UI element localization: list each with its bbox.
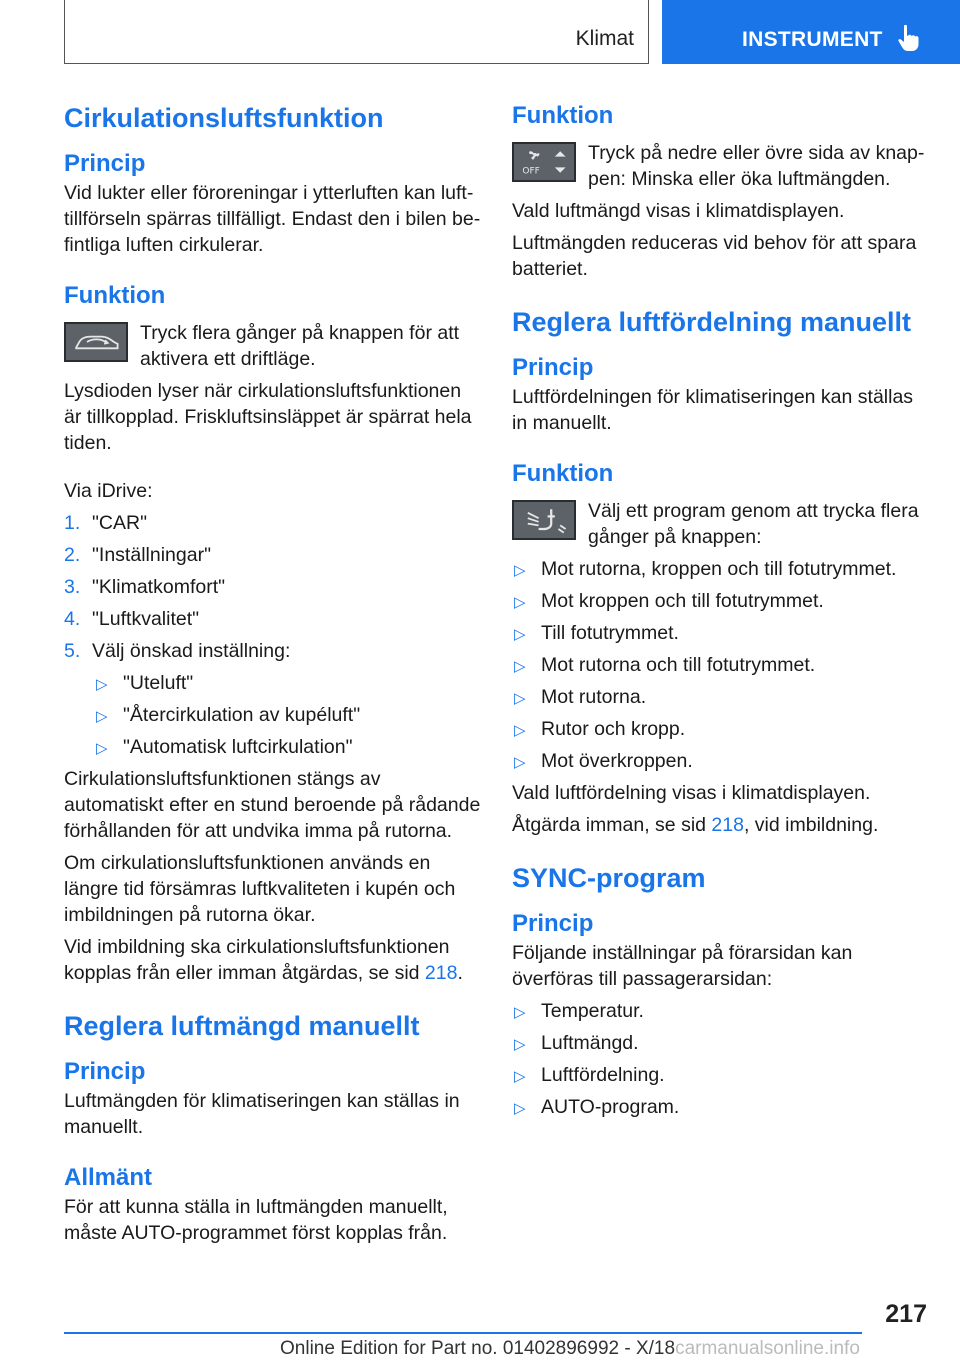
heading-function-3: Funktion xyxy=(512,460,614,487)
idrive-steps xyxy=(64,510,482,664)
triangle-bullet-icon: ▷ xyxy=(96,708,108,725)
fan-button-row xyxy=(512,140,930,192)
list-item: ▷ "Uteluft" xyxy=(94,670,482,696)
list-item: ▷ "Automatisk luftcirkulation" xyxy=(94,734,482,760)
function-3-button-text: Välj ett program genom att trycka flera gånger på knappen: xyxy=(588,500,919,548)
heading-recirculation: Cirkulationsluftsfunktion xyxy=(64,103,384,133)
triangle-bullet-icon: ▷ xyxy=(514,1068,526,1085)
heading-principle-1: Princip xyxy=(64,150,146,177)
auto-off-text: Cirkulationsluftsfunktionen stängs av automatiskt efter en stund beroende på rådande förhållanden för att undvika imma på rutorna. xyxy=(64,768,481,842)
recirculation-car-icon xyxy=(64,322,128,362)
heading-principle-3: Princip xyxy=(512,354,594,381)
triangle-bullet-icon: ▷ xyxy=(514,690,526,707)
triangle-bullet-icon: ▷ xyxy=(514,562,526,579)
section-title: Klimat xyxy=(575,27,634,50)
list-item: ▷ Till fotutrymmet. xyxy=(512,620,930,646)
heading-sync: SYNC-program xyxy=(512,863,706,893)
heading-general: Allmänt xyxy=(64,1164,153,1191)
function-1-button-text: Tryck flera gånger på knappen för att aktivera ett driftläge. xyxy=(140,322,460,370)
via-idrive-text: Via iDrive: xyxy=(64,480,153,502)
principle-3-text: Luftfördelningen för klimatiseringen kan ställas in manuellt. xyxy=(512,386,914,434)
list-item: ▷ Luftfördelning. xyxy=(512,1062,930,1088)
distribution-button-row xyxy=(512,498,930,550)
list-item: ▷ Temperatur. xyxy=(512,998,930,1024)
chapter-title: INSTRUMENT xyxy=(742,28,883,51)
airflow-display-text: Vald luftmängd visas i klimatdisplayen. xyxy=(512,200,845,222)
fog-text: Vid imbildning ska cirkulationsluftsfunktionen kopplas från eller imman åtgärdas, se sid 218. xyxy=(64,936,463,984)
header-chapter-tab xyxy=(662,0,960,64)
triangle-bullet-icon: ▷ xyxy=(514,658,526,675)
heading-function-1: Funktion xyxy=(64,282,166,309)
triangle-bullet-icon: ▷ xyxy=(514,1036,526,1053)
fog-2-text: Åtgärda imman, se sid 218, vid imbildning. xyxy=(512,814,879,836)
header-section-box xyxy=(64,0,649,64)
left-column xyxy=(64,100,482,1246)
list-item: ▷ Luftmängd. xyxy=(512,1030,930,1056)
triangle-bullet-icon: ▷ xyxy=(514,1100,526,1117)
triangle-bullet-icon: ▷ xyxy=(514,626,526,643)
list-item: 4. "Luftkvalitet" xyxy=(64,608,200,630)
svg-text:OFF: OFF xyxy=(522,166,540,177)
list-item: 5. Välj önskad inställning: xyxy=(64,640,291,662)
page-number: 217 xyxy=(885,1300,927,1328)
battery-text: Luftmängden reduceras vid behov för att spara batteriet. xyxy=(512,232,917,280)
page-link-218[interactable]: 218 xyxy=(711,814,744,836)
list-item: 2. "Inställningar" xyxy=(64,544,211,566)
triangle-bullet-icon: ▷ xyxy=(96,676,108,693)
footer-divider xyxy=(64,1332,862,1334)
footer-edition: Online Edition for Part no. 01402896992 - X/18carmanualsonline.info xyxy=(280,1338,860,1359)
heading-airflow-manual: Reglera luftmängd manuellt xyxy=(64,1011,420,1041)
right-column xyxy=(512,100,930,1120)
list-item: 3. "Klimatkomfort" xyxy=(64,576,226,598)
long-use-text: Om cirkulationsluftsfunktionen används en längre tid försämras luftkvaliteten i kupén och imbildningen på rutorna ökar. xyxy=(64,852,456,926)
distribution-display-text: Vald luftfördelning visas i klimatdisplayen. xyxy=(512,782,871,804)
list-item: ▷ AUTO-program. xyxy=(512,1094,930,1120)
principle-4-text: Följande inställningar på förarsidan kan överföras till passagerarsidan: xyxy=(512,942,853,990)
page-link-218[interactable]: 218 xyxy=(424,962,458,984)
list-item: ▷ Mot kroppen och till fotutrymmet. xyxy=(512,588,930,614)
fan-button-icon xyxy=(512,142,576,182)
list-item: ▷ Mot rutorna. xyxy=(512,684,930,710)
triangle-bullet-icon: ▷ xyxy=(514,754,526,771)
list-item: ▷ Rutor och kropp. xyxy=(512,716,930,742)
recirculation-button-row xyxy=(64,320,482,372)
watermark: carmanualsonline.info xyxy=(675,1338,860,1359)
function-2-button-text: Tryck på nedre eller övre sida av knappen: Minska eller öka luftmängden. xyxy=(588,142,925,190)
triangle-bullet-icon: ▷ xyxy=(514,722,526,739)
air-distribution-icon xyxy=(512,500,576,540)
distribution-options xyxy=(512,556,930,774)
triangle-bullet-icon: ▷ xyxy=(96,740,108,757)
heading-principle-2: Princip xyxy=(64,1058,146,1085)
list-item: ▷ Mot överkroppen. xyxy=(512,748,930,774)
heading-principle-4: Princip xyxy=(512,910,594,937)
heading-distribution-manual: Reglera luftfördelning manuellt xyxy=(512,307,912,337)
led-text: Lysdioden lyser när cirkulationsluftsfunktionen är tillkopplad. Friskluftsinsläppet är spärrat hela tiden. xyxy=(64,380,472,454)
pointing-hand-icon xyxy=(896,24,922,52)
list-item: ▷ "Återcirkulation av kupéluft" xyxy=(94,702,482,728)
list-item: ▷ Mot rutorna, kroppen och till fotutrymmet. xyxy=(512,556,930,582)
general-text: För att kunna ställa in luftmängden manuellt, måste AUTO-programmet först kopplas från. xyxy=(64,1196,448,1244)
principle-1-text: Vid lukter eller föroreningar i ytterluften kan lufttillförseln spärras tillfälligt. Endast den i bilen befintliga luften cirkulerar. xyxy=(64,182,481,256)
principle-2-text: Luftmängden för klimatiseringen kan ställas in manuellt. xyxy=(64,1090,460,1138)
sync-options xyxy=(512,998,930,1120)
triangle-bullet-icon: ▷ xyxy=(514,1004,526,1021)
setting-options xyxy=(64,670,482,760)
triangle-bullet-icon: ▷ xyxy=(514,594,526,611)
list-item: ▷ Mot rutorna och till fotutrymmet. xyxy=(512,652,930,678)
heading-function-2: Funktion xyxy=(512,102,614,129)
list-item: 1. "CAR" xyxy=(64,512,148,534)
